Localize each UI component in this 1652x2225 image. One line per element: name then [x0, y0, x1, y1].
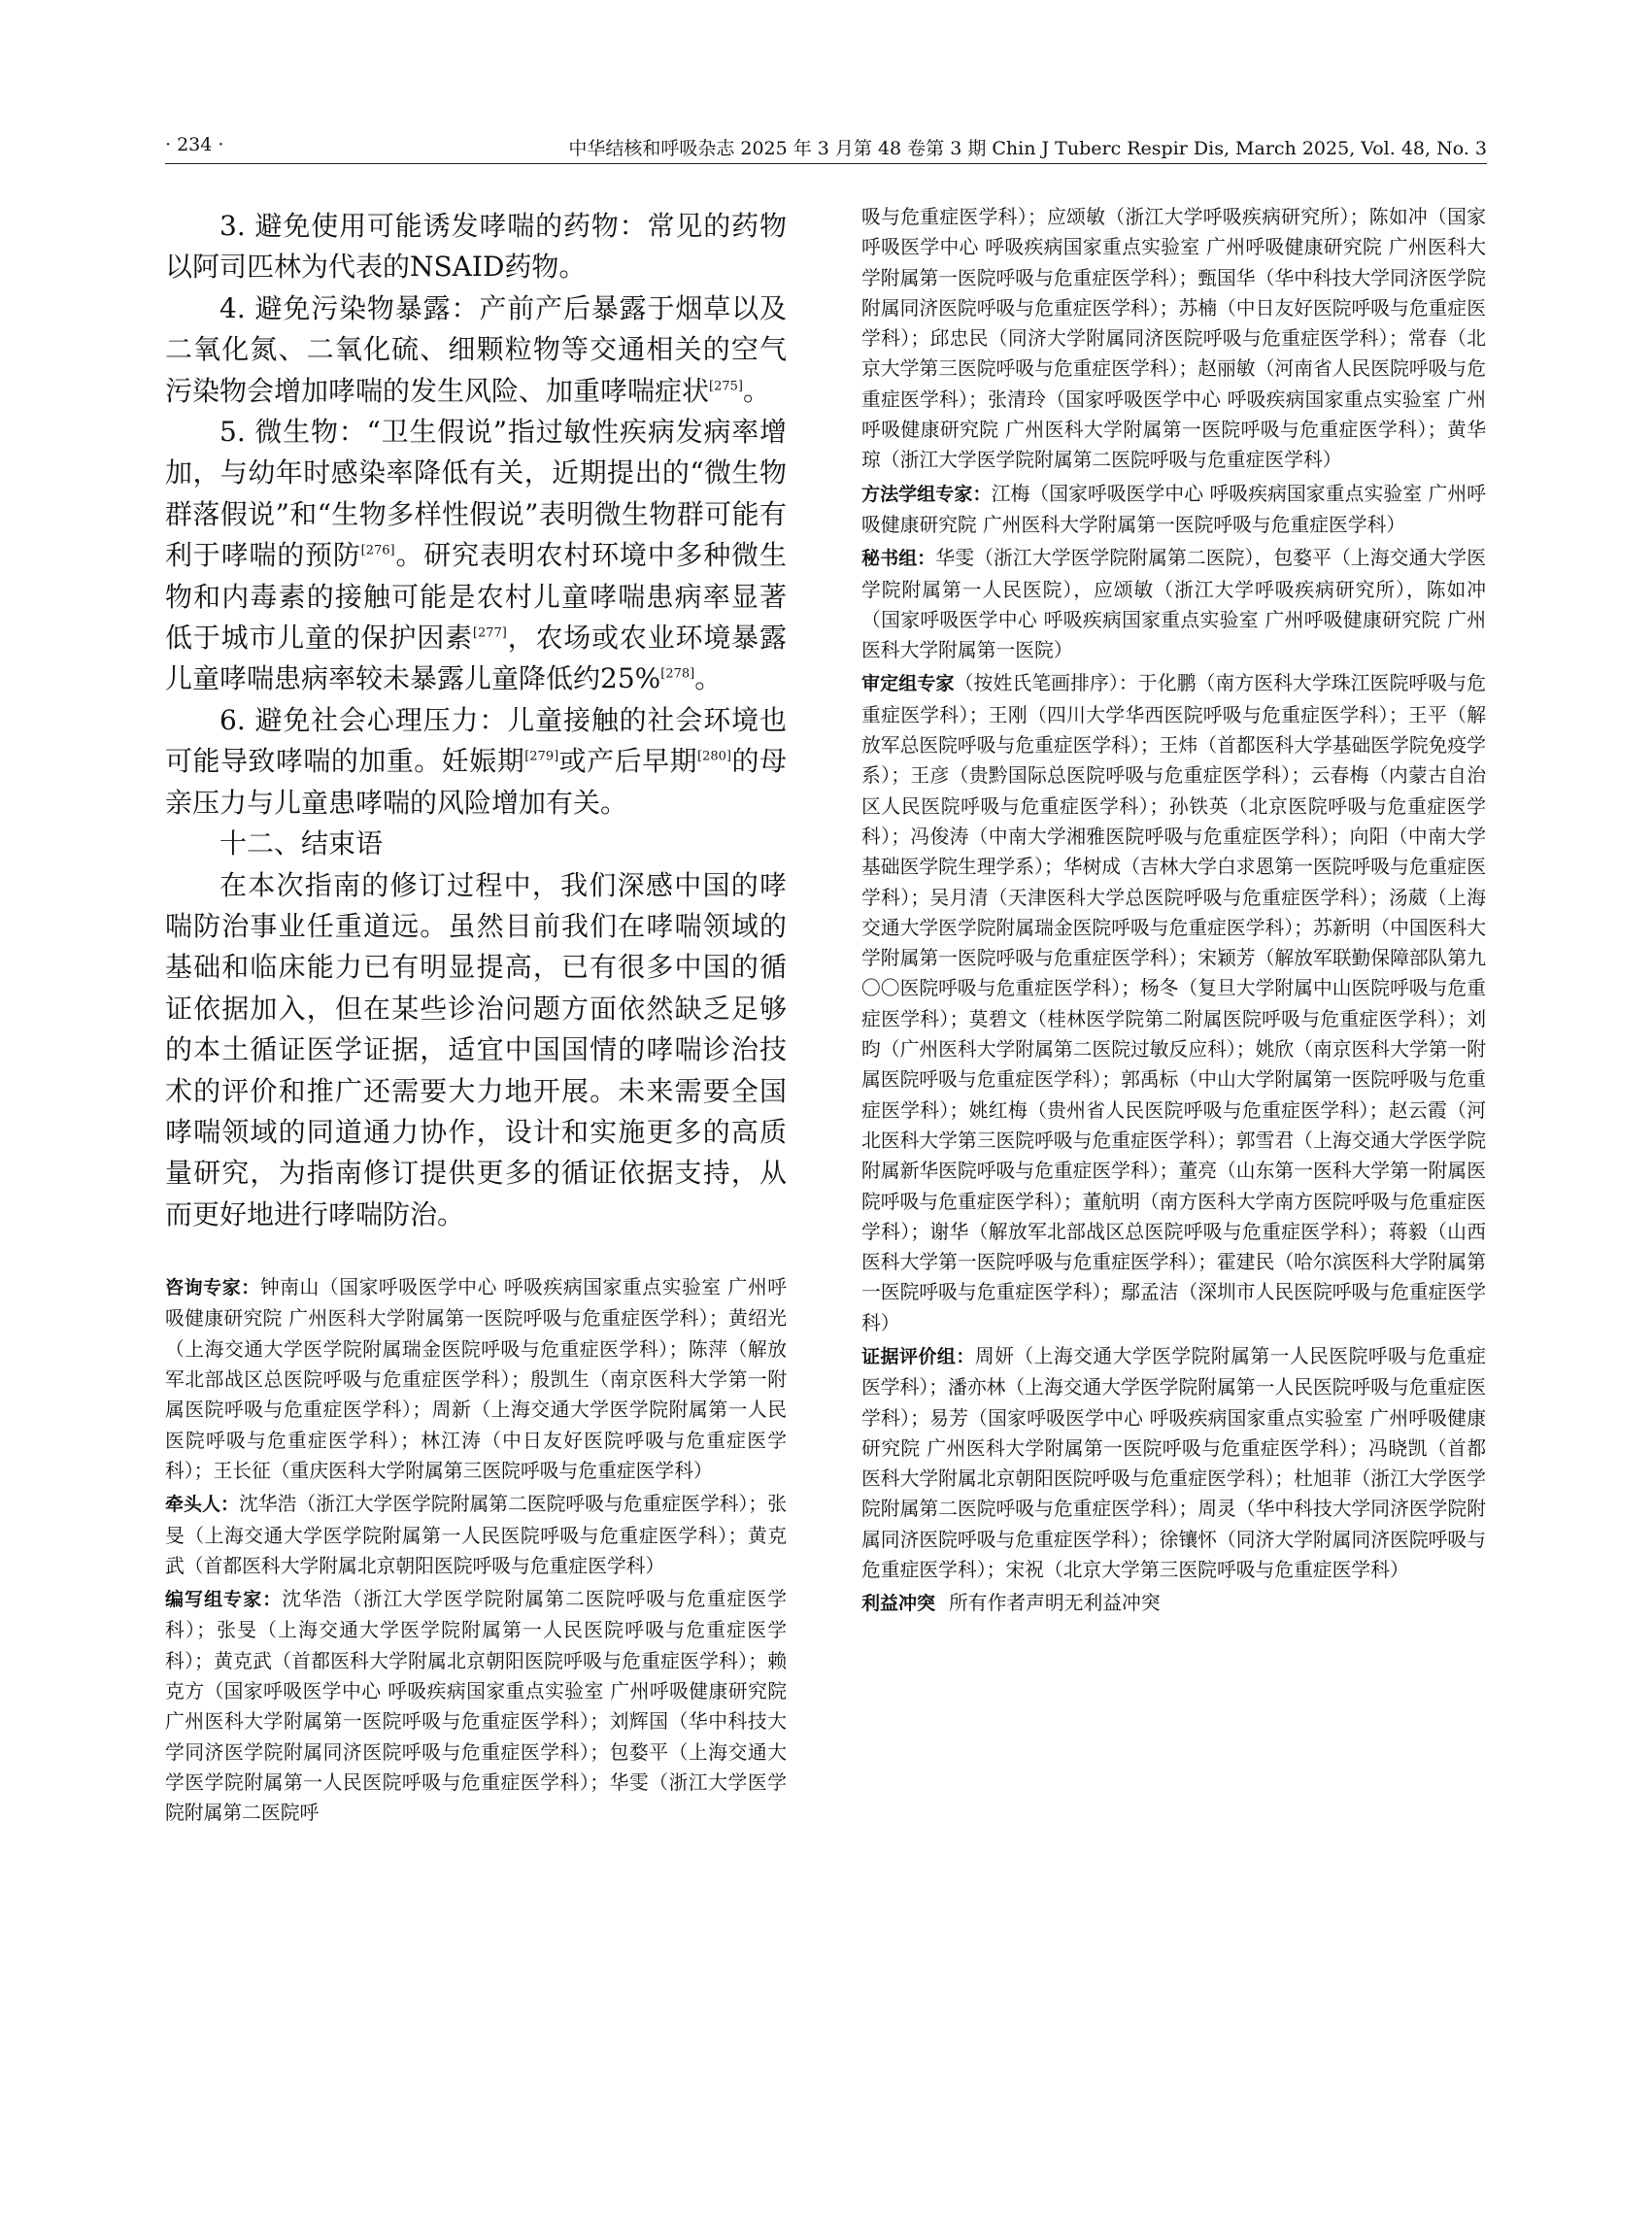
- citation: [275]: [709, 379, 743, 394]
- credit-text: 钟南山（国家呼吸医学中心 呼吸疾病国家重点实验室 广州呼吸健康研究院 广州医科大学附属第一医院呼吸与危重症医学科）；黄绍光（上海交通大学医学院附属瑞金医院呼吸与危重症医学科）；陈萍（解放军北部战区总医院呼吸与危重症医学科）；殷凯生（南京医科大学第一附属医院呼吸与危重症医学科）；周新（上海交通大学医学院附属第一人民医院呼吸与危重症医学科）；林江涛（中日友好医院呼吸与危重症医学科）；王长征（重庆医科大学附属第三医院呼吸与危重症医学科）: [165, 1276, 787, 1482]
- paragraph-conclusion: 在本次指南的修订过程中，我们深感中国的哮喘防治事业任重道远。虽然目前我们在哮喘领域的基础和临床能力已有明显提高，已有很多中国的循证依据加入，但在某些诊治问题方面依然缺乏足够的本土循证医学证据，适宜中国国情的哮喘诊治技术的评价和推广还需要大力地开展。未来需要全国哮喘领域的同道通力协作，设计和实施更多的高质量研究，为指南修订提供更多的循证依据支持，从而更好地进行哮喘防治。: [165, 868, 787, 1230]
- credit-text: （按姓氏笔画排序）：于化鹏（南方医科大学珠江医院呼吸与危重症医学科）；王刚（四川大学华西医院呼吸与危重症医学科）；王平（解放军总医院呼吸与危重症医学科）；王炜（首都医科大学基础医学院免疫学系）；王彦（贵黔国际总医院呼吸与危重症医学科）；云春梅（内蒙古自治区人民医院呼吸与危重症医学科）；孙铁英（北京医院呼吸与危重症医学科）；冯俊涛（中南大学湘雅医院呼吸与危重症医学科）；向阳（中南大学基础医学院生理学系）；华树成（吉林大学白求恩第一医院呼吸与危重症医学科）；吴月清（天津医科大学总医院呼吸与危重症医学科）；汤葳（上海交通大学医学院附属瑞金医院呼吸与危重症医学科）；苏新明（中国医科大学附属第一医院呼吸与危重症医学科）；宋颖芳（解放军联勤保障部队第九〇〇医院呼吸与危重症医学科）；杨冬（复旦大学附属中山医院呼吸与危重症医学科）；莫碧文（桂林医学院第二附属医院呼吸与危重症医学科）；刘昀（广州医科大学附属第二医院过敏反应科）；姚欣（南京医科大学第一附属医院呼吸与危重症医学科）；郭禹标（中山大学附属第一医院呼吸与危重症医学科）；姚红梅（贵州省人民医院呼吸与危重症医学科）；赵云霞（河北医科大学第三医院呼吸与危重症医学科）；郭雪君（上海交通大学医学院附属新华医院呼吸与危重症医学科）；董亮（山东第一医科大学第一附属医院呼吸与危重症医学科）；董航明（南方医科大学南方医院呼吸与危重症医学科）；谢华（解放军北部战区总医院呼吸与危重症医学科）；蒋毅（山西医科大学第一医院呼吸与危重症医学科）；霍建民（哈尔滨医科大学附属第一医院呼吸与危重症医学科）；鄢孟洁（深圳市人民医院呼吸与危重症医学科）: [861, 672, 1486, 1334]
- credit-text: 吸与危重症医学科）；应颂敏（浙江大学呼吸疾病研究所）；陈如冲（国家呼吸医学中心 呼吸疾病国家重点实验室 广州呼吸健康研究院 广州医科大学附属第一医院呼吸与危重症医学科）；甄国华（华中科技大学同济医学院附属同济医院呼吸与危重症医学科）；苏楠（中日友好医院呼吸与危重症医学科）；邱忠民（同济大学附属同济医院呼吸与危重症医学科）；常春（北京大学第三医院呼吸与危重症医学科）；赵丽敏（河南省人民医院呼吸与危重症医学科）；张清玲（国家呼吸医学中心 呼吸疾病国家重点实验室 广州呼吸健康研究院 广州医科大学附属第一医院呼吸与危重症医学科）；黄华琼（浙江大学医学院附属第二医院呼吸与危重症医学科）: [861, 206, 1486, 472]
- paragraph-microbes: [165, 412, 787, 700]
- citation: [278]: [660, 667, 695, 683]
- paragraph-text: 或产后早期: [558, 745, 698, 778]
- left-column: [165, 206, 787, 1829]
- paragraph-text: 6. 避免社会心理压力：儿童接触的社会环境也可能导致哮喘的加重。妊娠期: [165, 703, 787, 778]
- credit-text: 所有作者声明无利益冲突: [949, 1592, 1161, 1615]
- credit-text: 沈华浩（浙江大学医学院附属第二医院呼吸与危重症医学科）；张旻（上海交通大学医学院附属第一人民医院呼吸与危重症医学科）；黄克武（首都医科大学附属北京朝阳医院呼吸与危重症医学科）；赖克方（国家呼吸医学中心 呼吸疾病国家重点实验室 广州呼吸健康研究院 广州医科大学附属第一医院呼吸与危重症医学科）；刘辉国（华中科技大学同济医学院附属同济医院呼吸与危重症医学科）；包婺平（上海交通大学医学院附属第一人民医院呼吸与危重症医学科）；华雯（浙江大学医学院附属第二医院呼: [165, 1588, 787, 1825]
- paragraph-text: 5. 微生物：“卫生假说”指过敏性疾病发病率增加，与幼年时感染率降低有关，近期提出的“微生物群落假说”和“生物多样性假说”表明微生物群可能有利于哮喘的预防: [165, 416, 787, 572]
- credit-leaders: [165, 1489, 787, 1581]
- paragraph-psychosocial: [165, 700, 787, 824]
- credit-label: 咨询专家：: [165, 1277, 260, 1299]
- credit-text: 周妍（上海交通大学医学院附属第一人民医院呼吸与危重症医学科）；潘亦林（上海交通大学医学院附属第一人民医院呼吸与危重症医学科）；易芳（国家呼吸医学中心 呼吸疾病国家重点实验室 广州呼吸健康研究院 广州医科大学附属第一医院呼吸与危重症医学科）；冯晓凯（首都医科大学附属北京朝阳医院呼吸与危重症医学科）；杜旭菲（浙江大学医学院附属第二医院呼吸与危重症医学科）；周灵（华中科技大学同济医学院附属同济医院呼吸与危重症医学科）；徐镶怀（同济大学附属同济医院呼吸与危重症医学科）；宋祝（北京大学第三医院呼吸与危重症医学科）: [861, 1344, 1486, 1582]
- credit-label: 秘书组：: [861, 548, 936, 570]
- credit-text: 华雯（浙江大学医学院附属第二医院），包婺平（上海交通大学医学院附属第一人民医院），应颂敏（浙江大学呼吸疾病研究所），陈如冲（国家呼吸医学中心 呼吸疾病国家重点实验室 广州呼吸健康研究院 广州医科大学附属第一医院）: [861, 547, 1486, 662]
- running-header: [165, 134, 1487, 163]
- citation: [277]: [472, 625, 507, 641]
- paragraph-text: 4. 避免污染物暴露：产前产后暴露于烟草以及二氧化氮、二氧化硫、细颗粒物等交通相关的空气污染物会增加哮喘的发生风险、加重哮喘症状: [165, 291, 787, 407]
- punctuation: 。: [694, 662, 723, 695]
- body-text: [165, 206, 787, 1235]
- right-column: [861, 202, 1486, 1620]
- conflict-of-interest: [861, 1588, 1486, 1619]
- credit-label: 证据评价组：: [861, 1345, 975, 1367]
- paragraph-text: 3. 避免使用可能诱发哮喘的药物：常见的药物以阿司匹林为代表的NSAID药物。: [165, 210, 787, 284]
- citation: [276]: [360, 543, 395, 558]
- credit-methodology: [861, 479, 1486, 541]
- citation: [280]: [697, 749, 732, 764]
- credit-label: 方法学组专家：: [861, 483, 992, 505]
- credit-review-group: [861, 668, 1486, 1338]
- credit-evidence-group: [861, 1341, 1486, 1585]
- citation: [279]: [524, 749, 559, 764]
- punctuation: 。: [742, 374, 770, 407]
- paragraph-text: ，农场或农业环境暴露儿童哮喘患病率较未暴露儿童降低约25%: [165, 622, 787, 695]
- credit-label: 编写组专家：: [165, 1589, 283, 1611]
- credit-secretariat: [861, 543, 1486, 665]
- credit-text: 沈华浩（浙江大学医学院附属第二医院呼吸与危重症医学科）；张旻（上海交通大学医学院附属第一人民医院呼吸与危重症医学科）；黄克武（首都医科大学附属北京朝阳医院呼吸与危重症医学科）: [165, 1493, 787, 1577]
- credits-left: [165, 1272, 787, 1828]
- credit-writing-group-cont: [861, 202, 1486, 476]
- paragraph-pollutants: [165, 288, 787, 412]
- page-number: · 234 ·: [165, 134, 224, 155]
- credit-text: 江梅（国家呼吸医学中心 呼吸疾病国家重点实验室 广州呼吸健康研究院 广州医科大学附属第一医院呼吸与危重症医学科）: [861, 482, 1486, 536]
- credits-right: [861, 202, 1486, 1620]
- section-heading: 十二、结束语: [219, 827, 384, 860]
- credit-writing-group: [165, 1584, 787, 1828]
- credit-label: 牵头人：: [165, 1494, 240, 1516]
- credit-label: 利益冲突: [861, 1593, 936, 1615]
- paragraph-text: 的母亲压力与儿童患哮喘的风险增加有关。: [165, 745, 787, 819]
- credit-label: 审定组专家: [861, 673, 955, 695]
- journal-title: 中华结核和呼吸杂志 2025 年 3 月第 48 卷第 3 期 Chin J Tuberc Respir Dis, March 2025, Vol. 48, No. 3: [568, 138, 1487, 159]
- paragraph-text: 。研究表明农村环境中多种微生物和内毒素的接触可能是农村儿童哮喘患病率显著低于城市儿童的保护因素: [165, 539, 787, 655]
- header-rule: [165, 163, 1487, 164]
- paragraph-drug-avoidance: [165, 206, 787, 288]
- credit-consultants: [165, 1272, 787, 1486]
